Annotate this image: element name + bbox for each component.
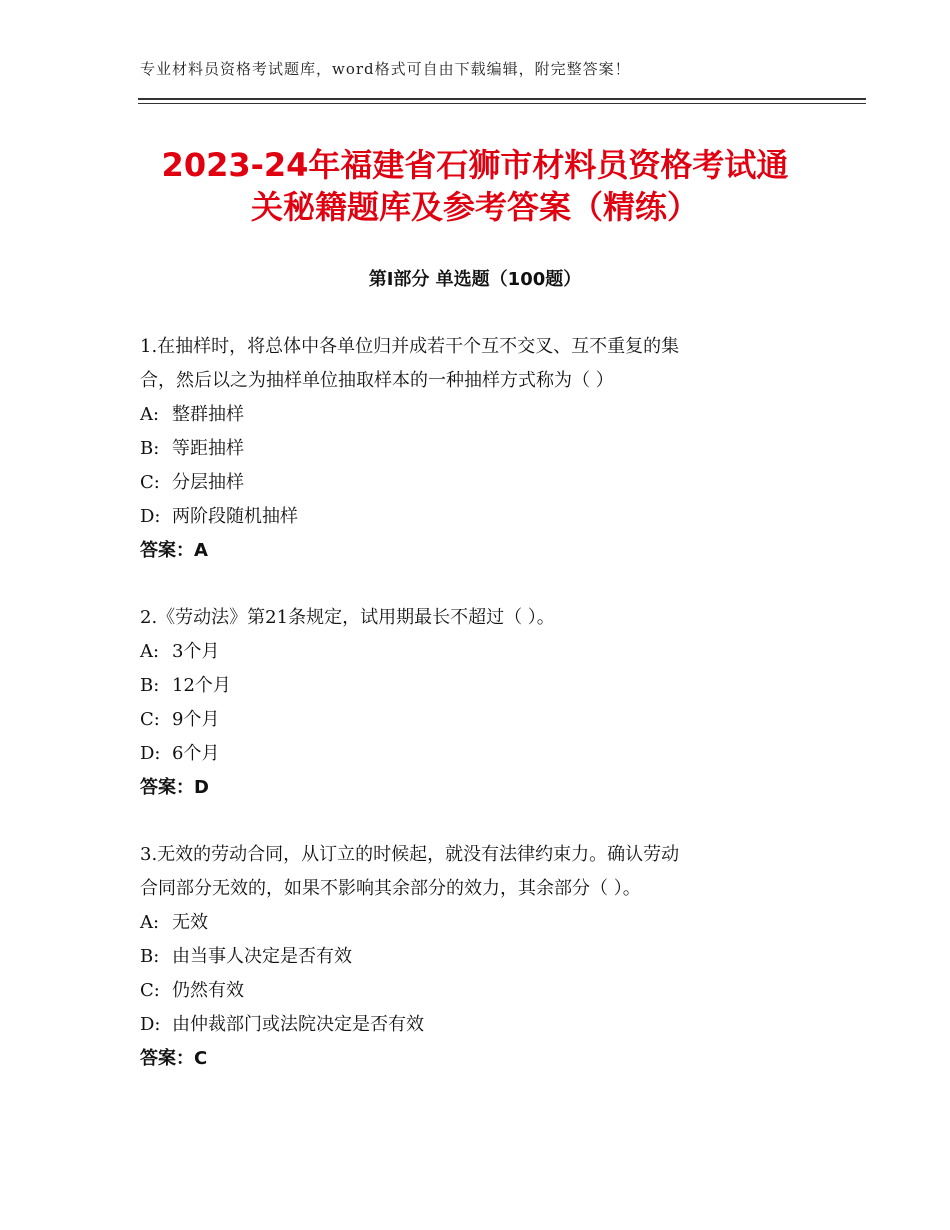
option-d xyxy=(140,737,800,771)
answer-label: 答案：C xyxy=(140,1048,208,1069)
document-title xyxy=(80,144,870,228)
option-letter: A: xyxy=(140,641,160,662)
option-text: 3个月 xyxy=(172,641,220,662)
option-a xyxy=(140,398,800,432)
option-b xyxy=(140,669,800,703)
answer-label: 答案：A xyxy=(140,540,208,561)
question-1 xyxy=(140,330,800,568)
option-text: 两阶段随机抽样 xyxy=(172,506,298,527)
option-letter: A: xyxy=(140,912,160,933)
option-c xyxy=(140,974,800,1008)
option-letter: B: xyxy=(140,675,160,696)
option-d xyxy=(140,500,800,534)
header-rule-thick xyxy=(138,98,866,100)
question-stem: 2.《劳动法》第21条规定，试用期最长不超过（ ）。 xyxy=(140,607,555,628)
question-stem-cont: 合同部分无效的，如果不影响其余部分的效力，其余部分（ ）。 xyxy=(140,878,641,899)
title-line-1: 2023-24年福建省石狮市材料员资格考试通 xyxy=(161,146,789,184)
option-d xyxy=(140,1008,800,1042)
question-stem: 3.无效的劳动合同，从订立的时候起，就没有法律约束力。确认劳动 xyxy=(140,844,680,865)
option-letter: D: xyxy=(140,743,161,764)
option-b xyxy=(140,432,800,466)
section-title: 第Ⅰ部分 单选题（100题） xyxy=(368,269,582,290)
header-rule-thin xyxy=(138,103,866,104)
option-text: 分层抽样 xyxy=(172,472,244,493)
option-letter: C: xyxy=(140,980,160,1001)
option-letter: C: xyxy=(140,472,160,493)
question-stem: 1.在抽样时，将总体中各单位归并成若干个互不交叉、互不重复的集 xyxy=(140,336,680,357)
option-text: 9个月 xyxy=(172,709,220,730)
question-3 xyxy=(140,838,800,1076)
option-letter: D: xyxy=(140,506,161,527)
option-text: 由当事人决定是否有效 xyxy=(172,946,352,967)
option-text: 仍然有效 xyxy=(172,980,244,1001)
option-text: 整群抽样 xyxy=(172,404,244,425)
option-letter: C: xyxy=(140,709,160,730)
title-line-2: 关秘籍题库及参考答案（精练） xyxy=(250,188,699,226)
option-letter: D: xyxy=(140,1014,161,1035)
option-text: 12个月 xyxy=(172,675,231,696)
option-letter: A: xyxy=(140,404,160,425)
question-stem-cont: 合，然后以之为抽样单位抽取样本的一种抽样方式称为（ ） xyxy=(140,370,614,391)
option-c xyxy=(140,703,800,737)
option-letter: B: xyxy=(140,438,160,459)
option-a xyxy=(140,906,800,940)
page-header: 专业材料员资格考试题库，word格式可自由下载编辑，附完整答案！ xyxy=(140,60,631,78)
option-text: 由仲裁部门或法院决定是否有效 xyxy=(172,1014,424,1035)
answer-label: 答案：D xyxy=(140,777,209,798)
option-text: 6个月 xyxy=(172,743,220,764)
option-a xyxy=(140,635,800,669)
option-text: 等距抽样 xyxy=(172,438,244,459)
question-2 xyxy=(140,601,800,805)
question-list xyxy=(140,330,800,1109)
option-c xyxy=(140,466,800,500)
option-b xyxy=(140,940,800,974)
option-letter: B: xyxy=(140,946,160,967)
option-text: 无效 xyxy=(172,912,208,933)
